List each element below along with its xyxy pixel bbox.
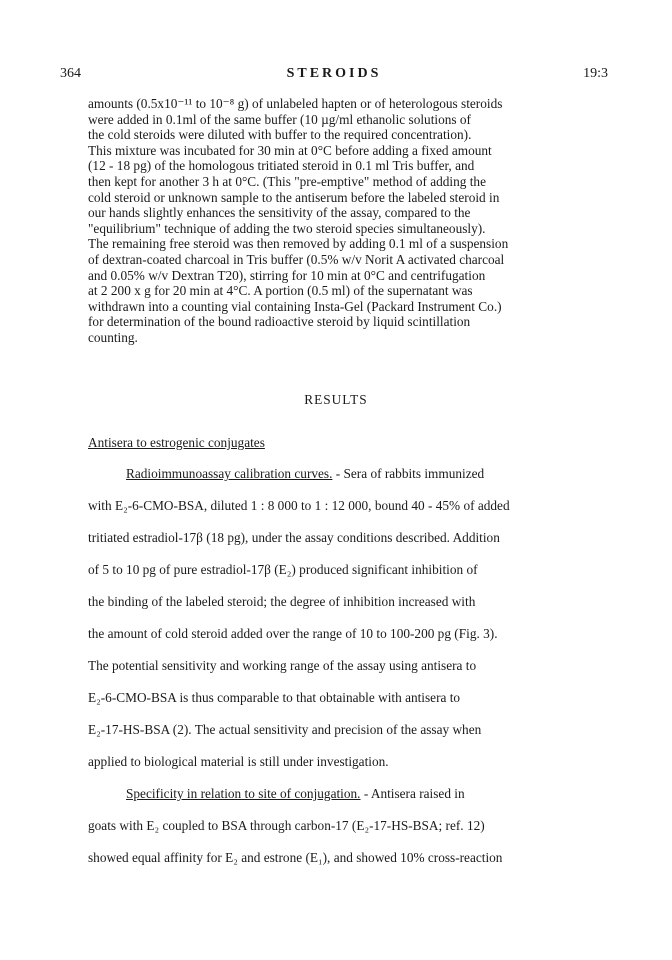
text-line: The potential sensitivity and working range of the assay using antisera to xyxy=(88,658,477,673)
text-line: with E₂-6-CMO-BSA, diluted 1 : 8 000 to 1 : 12 000, bound 40 - 45% of added xyxy=(88,498,510,513)
results-heading: RESULTS xyxy=(304,392,368,407)
paragraph-lead-rest: - Antisera raised in xyxy=(360,786,465,801)
page-number: 364 xyxy=(60,66,81,81)
text-line: our hands slightly enhances the sensitivity of the assay, compared to the xyxy=(88,205,471,221)
paragraph-lead-rest: - Sera of rabbits immunized xyxy=(332,466,485,481)
text-line: applied to biological material is still under investigation. xyxy=(88,754,389,769)
paragraph-lead-line xyxy=(88,464,618,496)
text-line: counting. xyxy=(88,329,138,345)
text-line: "equilibrium" technique of adding the two steroid species simultaneously). xyxy=(88,220,486,236)
running-title: STEROIDS xyxy=(286,66,382,81)
results-body xyxy=(88,464,618,880)
text-line: then kept for another 3 h at 0°C. (This "pre-emptive" method of adding the xyxy=(88,173,486,189)
text-line: withdrawn into a counting vial containing Insta-Gel (Packard Instrument Co.) xyxy=(88,298,502,314)
methods-paragraph xyxy=(88,96,608,346)
text-line: at 2 200 x g for 20 min at 4°C. A portion (0.5 ml) of the supernatant was xyxy=(88,283,473,299)
text-line: tritiated estradiol-17β (18 pg), under the assay conditions described. Addition xyxy=(88,530,500,545)
paragraph-lead-title: Radioimmunoassay calibration curves. xyxy=(126,466,333,481)
text-line: amounts (0.5x10⁻¹¹ to 10⁻⁸ g) of unlabeled hapten or of heterologous steroids xyxy=(88,96,503,111)
text-line: for determination of the bound radioactive steroid by liquid scintillation xyxy=(88,314,471,330)
text-line: and 0.05% w/v Dextran T20), stirring for 10 min at 0°C and centrifugation xyxy=(88,267,486,283)
text-line: goats with E₂ coupled to BSA through carbon-17 (E₂-17-HS-BSA; ref. 12) xyxy=(88,818,485,833)
text-line: This mixture was incubated for 30 min at 0°C before adding a fixed amount xyxy=(88,142,492,158)
text-line: E₂-6-CMO-BSA is thus comparable to that obtainable with antisera to xyxy=(88,690,461,705)
subsection-heading: Antisera to estrogenic conjugates xyxy=(88,435,265,450)
text-line: The remaining free steroid was then removed by adding 0.1 ml of a suspension xyxy=(88,236,509,252)
running-header xyxy=(60,66,608,86)
text-line: cold steroid or unknown sample to the antiserum before the labeled steroid in xyxy=(88,189,500,205)
text-line: (12 - 18 pg) of the homologous tritiated steroid in 0.1 ml Tris buffer, and xyxy=(88,158,475,174)
text-line: were added in 0.1ml of the same buffer (10 µg/ml ethanolic solutions of xyxy=(88,111,471,127)
text-line: of dextran-coated charcoal in Tris buffer (0.5% w/v Norit A activated charcoal xyxy=(88,251,505,267)
text-line: of 5 to 10 pg of pure estradiol-17β (E₂) produced significant inhibition of xyxy=(88,562,478,577)
text-line: showed equal affinity for E₂ and estrone (E₁), and showed 10% cross-reaction xyxy=(88,850,503,865)
text-line: the amount of cold steroid added over the range of 10 to 100-200 pg (Fig. 3). xyxy=(88,626,498,641)
text-line: the cold steroids were diluted with buffer to the required concentration). xyxy=(88,127,472,143)
paragraph-lead-title: Specificity in relation to site of conjugation. xyxy=(126,786,361,801)
text-line: E₂-17-HS-BSA (2). The actual sensitivity and precision of the assay when xyxy=(88,722,482,737)
volume-issue: 19:3 xyxy=(583,66,608,81)
paragraph-lead-line xyxy=(88,784,618,816)
text-line: the binding of the labeled steroid; the degree of inhibition increased with xyxy=(88,594,476,609)
